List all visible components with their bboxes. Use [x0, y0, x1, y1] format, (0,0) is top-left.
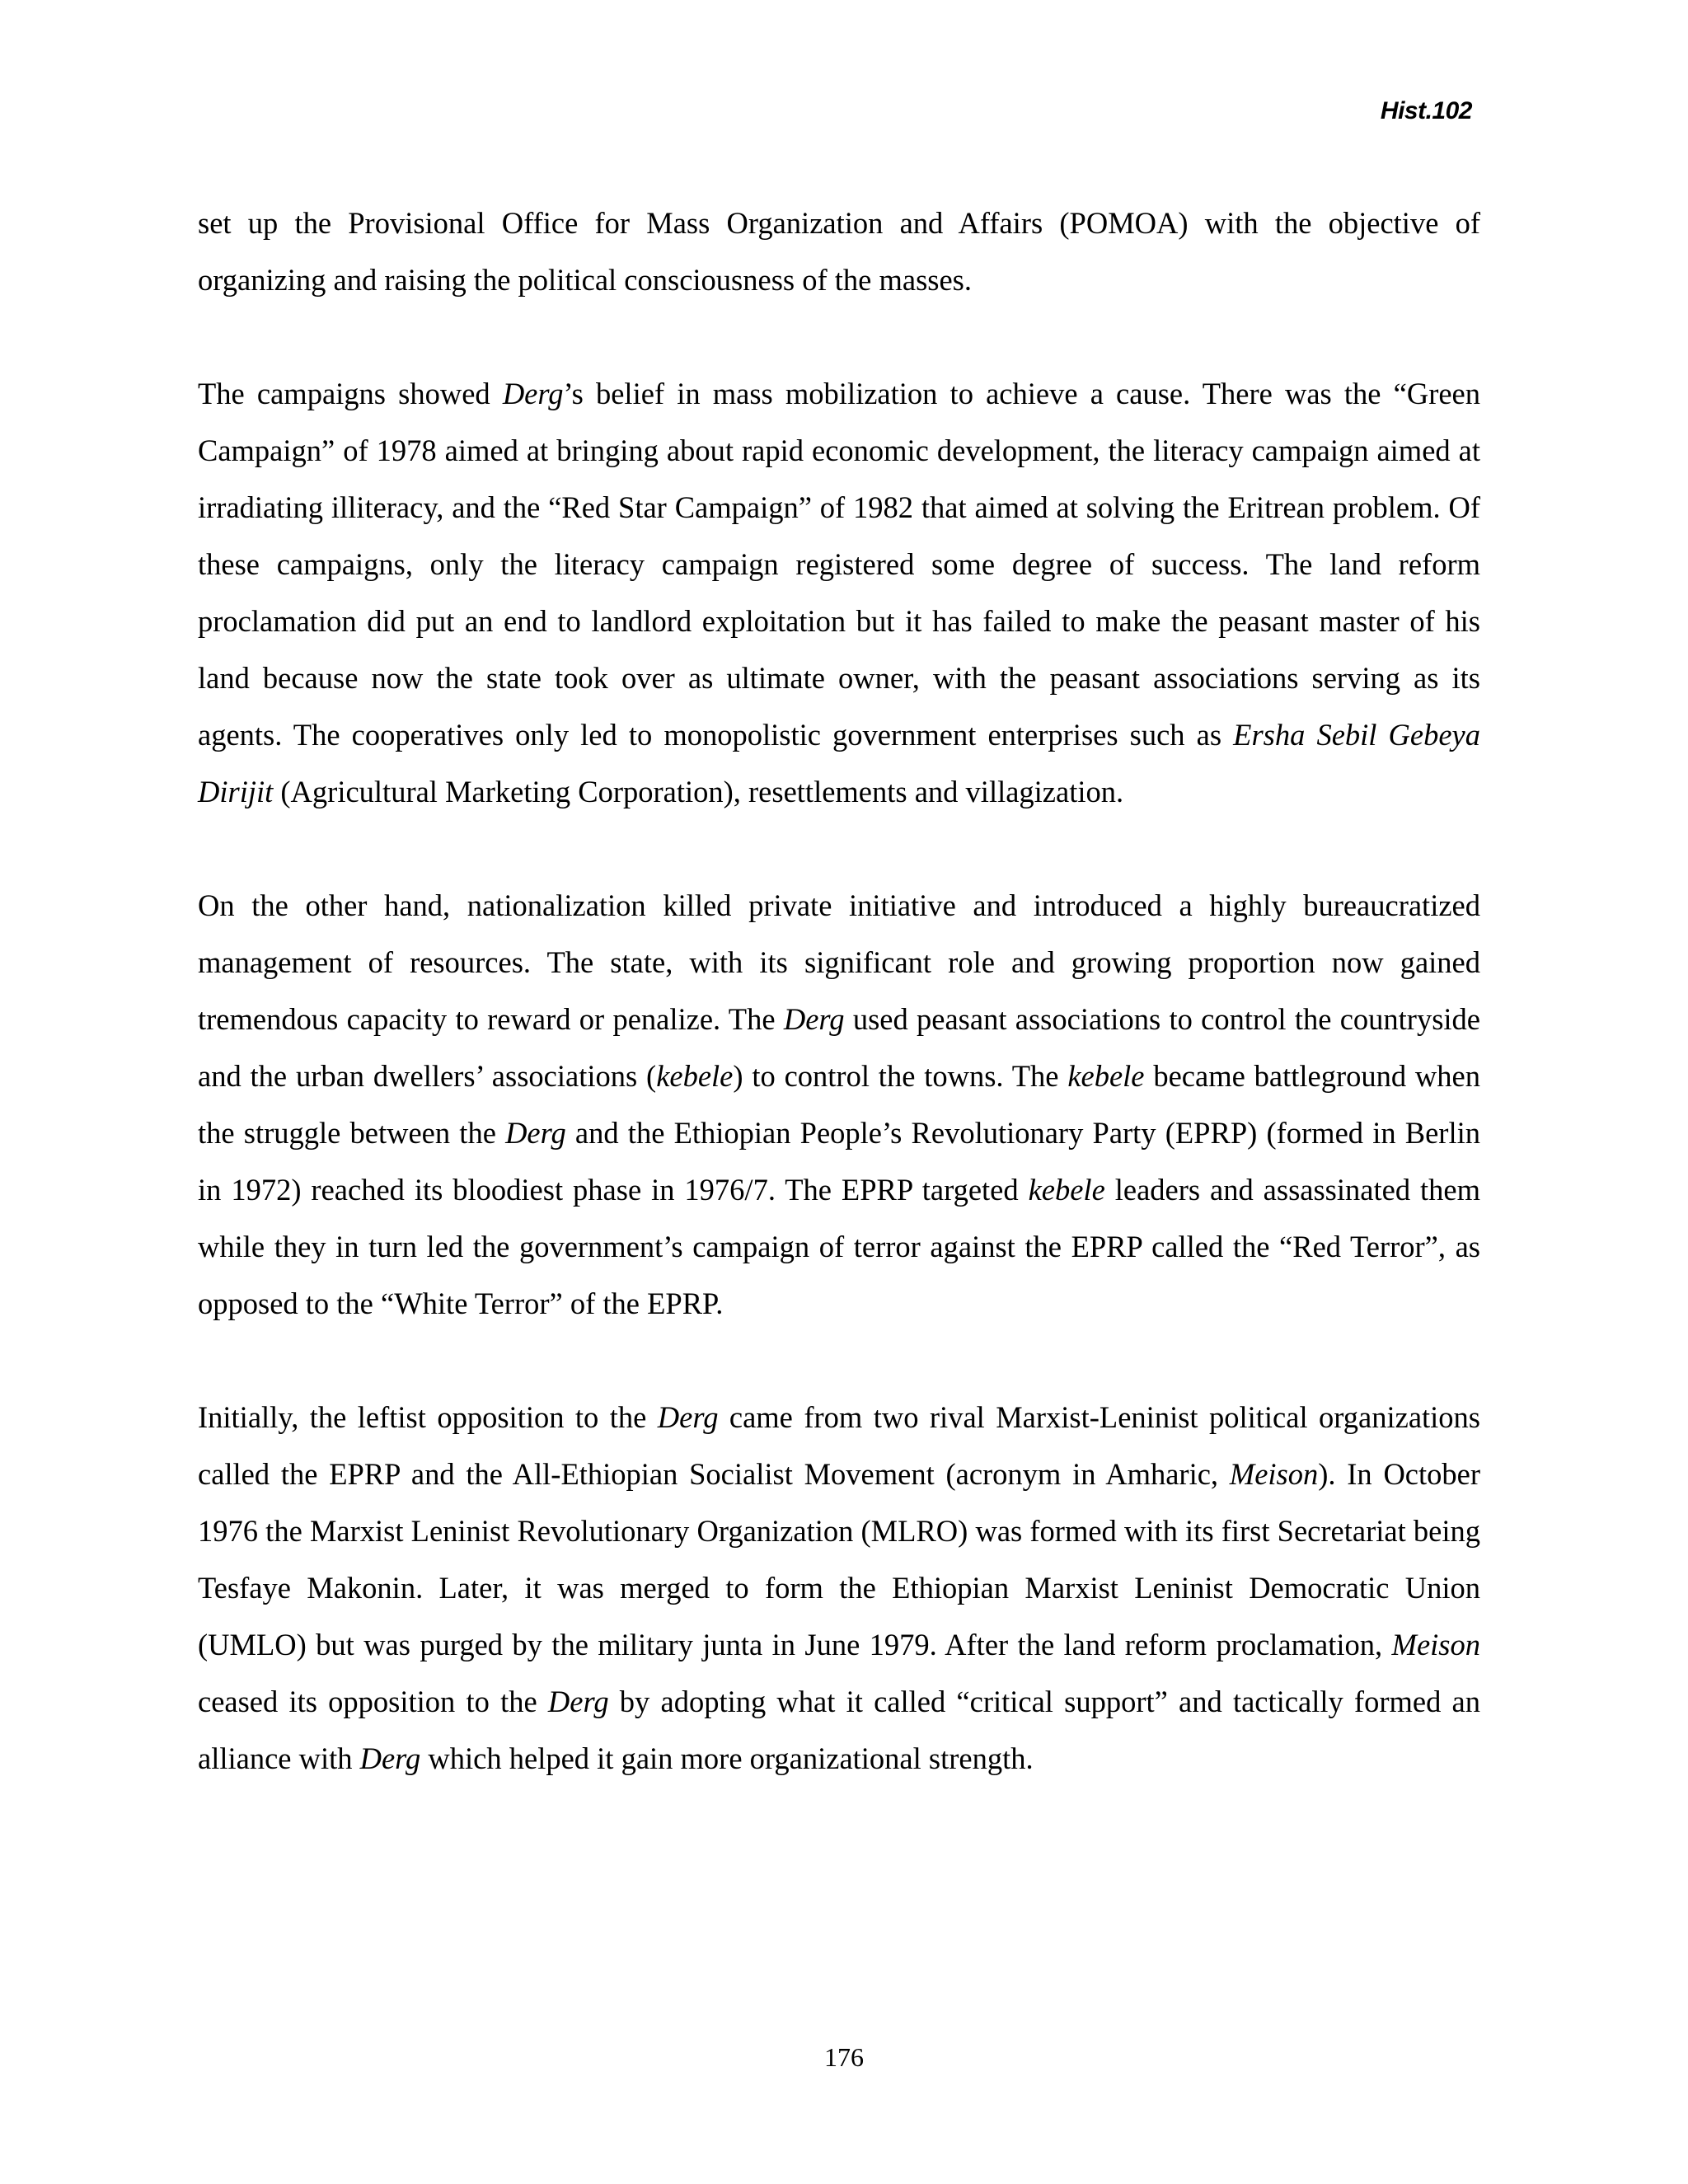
text-run: ). In October 1976 the Marxist Leninist Revolutionary Organization (MLRO) was formed with its first Secretariat being Tesfaye Makonin. Later, it was merged to form the Ethiopian Marxist Leninist Democratic Union (UMLO) but was purged by the military junta in June 1979. After the land reform proclamation, [198, 1457, 1480, 1661]
italic-term: kebele [656, 1059, 734, 1093]
page-number: 176 [824, 2042, 864, 2072]
text-run: set up the Provisional Office for Mass Organization and Affairs (POMOA) with the objective of organizing and raising the political consciousness of the masses. [198, 206, 1480, 297]
italic-term: Derg [359, 1741, 421, 1775]
text-run: ’s belief in mass mobilization to achieve a cause. There was the “Green Campaign” of 1978 aimed at bringing about rapid economic development, the literacy campaign aimed at irradiating illiteracy, and the “Red Star Campaign” of 1982 that aimed at solving the Eritrean problem. Of these campaigns, only the literacy campaign registered some degree of success. The land reform proclamation did put an end to landlord exploitation but it has failed to make the peasant master of his land because now the state took over as ultimate owner, with the peasant associations serving as its agents. The cooperatives only led to monopolistic government enterprises such as [198, 377, 1480, 752]
text-run: became battleground when the struggle between the [198, 1059, 1480, 1150]
italic-term: Derg [657, 1400, 719, 1434]
text-run: came from two rival Marxist-Leninist political organizations called the EPRP and the All-Ethiopian Socialist Movement (acronym in Amharic, [198, 1400, 1481, 1491]
text-run: ) to control the towns. The [733, 1059, 1068, 1093]
running-header: Hist.102 [1380, 97, 1472, 124]
italic-term: Meison [1391, 1628, 1480, 1661]
italic-term: Derg [505, 1116, 566, 1150]
text-run: and the Ethiopian People’s Revolutionary Party (EPRP) (formed in Berlin in 1972) reached its bloodiest phase in 1976/7. The EPRP targeted [198, 1116, 1480, 1207]
italic-term: Derg [502, 377, 564, 410]
text-run: (Agricultural Marketing Corporation), resettlements and villagization. [273, 775, 1124, 808]
italic-term: kebele [1067, 1059, 1145, 1093]
text-run: by adopting what it called “critical support” and tactically formed an alliance with [198, 1685, 1480, 1775]
text-run: used peasant associations to control the countryside and the urban dwellers’ associations ( [198, 1002, 1480, 1093]
italic-term: Ersha Sebil Gebeya Dirijit [198, 718, 1480, 808]
text-run: On the other hand, nationalization killed private initiative and introduced a highly bureaucratized management of resources. The state, with its significant role and growing proportion now gained tremendous capacity to reward or penalize. The [198, 888, 1480, 1036]
italic-term: kebele [1028, 1173, 1105, 1207]
paragraph [198, 365, 1480, 820]
text-run: Initially, the leftist opposition to the [198, 1400, 658, 1434]
document-body [198, 194, 1480, 1844]
italic-term: Derg [547, 1685, 609, 1718]
italic-term: Derg [783, 1002, 845, 1036]
italic-term: Meison [1229, 1457, 1319, 1491]
text-run: which helped it gain more organizational strength. [420, 1741, 1034, 1775]
text-run: The campaigns showed [198, 377, 503, 410]
paragraph [198, 194, 1480, 308]
paragraph [198, 877, 1480, 1332]
text-run: ceased its opposition to the [198, 1685, 548, 1718]
text-run: leaders and assassinated them while they in turn led the government’s campaign of terror against the EPRP called the “Red Terror”, as opposed to the “White Terror” of the EPRP. [198, 1173, 1480, 1320]
paragraph [198, 1389, 1480, 1787]
